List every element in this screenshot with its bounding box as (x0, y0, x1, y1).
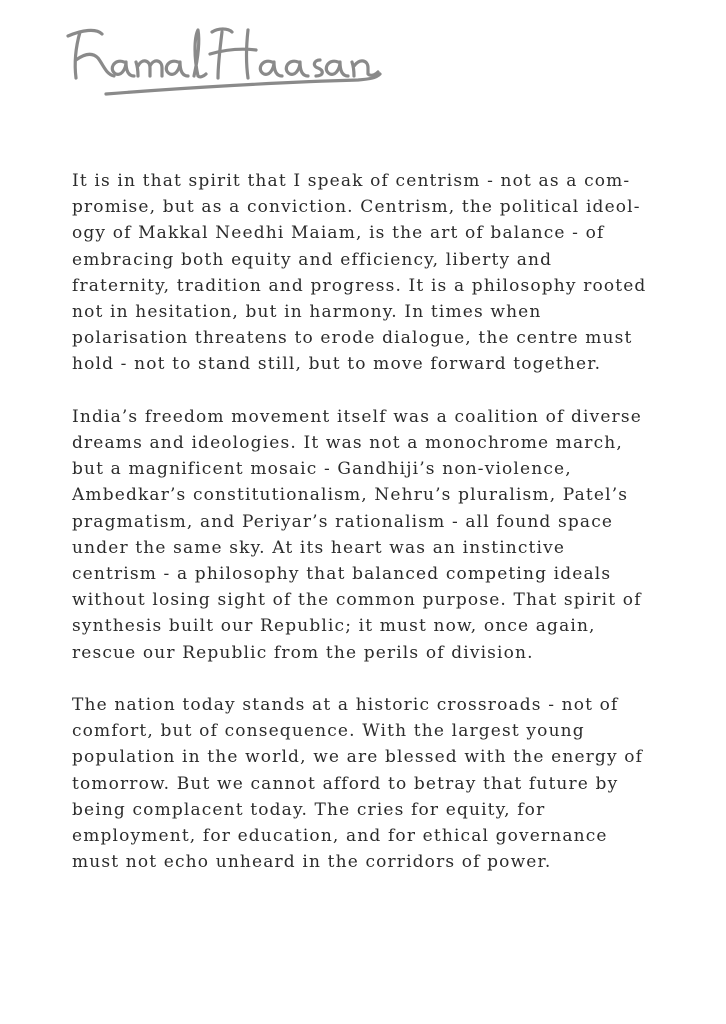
text-line: tomorrow. But we cannot afford to betray that future by (72, 773, 619, 794)
text-line: pragmatism, and Periyar’s rationalism - all found space (72, 511, 614, 532)
text-line: India’s freedom movement itself was a coalition of diverse (72, 406, 642, 427)
text-line: but a magnificent mosaic - Gandhiji’s non-violence, (72, 459, 572, 480)
text-line: polarisation threatens to erode dialogue, the centre must (72, 328, 633, 349)
text-line: fraternity, tradition and progress. It is a philosophy rooted (72, 275, 647, 296)
signature (62, 18, 392, 108)
text-line: without losing sight of the common purpose. That spirit of (72, 590, 642, 611)
text-line: being complacent today. The cries for equity, for (72, 799, 546, 820)
text-line: comfort, but of consequence. With the largest young (72, 721, 585, 742)
text-line: dreams and ideologies. It was not a monochrome march, (72, 433, 623, 454)
text-line: must not echo unheard in the corridors of power. (72, 852, 552, 873)
text-line: rescue our Republic from the perils of division. (72, 642, 534, 663)
text-line: hold - not to stand still, but to move forward together. (72, 354, 602, 375)
text-line: population in the world, we are blessed with the energy of (72, 747, 644, 768)
text-line: Ambedkar’s constitutionalism, Nehru’s pluralism, Patel’s (72, 485, 629, 506)
paragraph (72, 404, 672, 666)
letter-body (72, 168, 672, 902)
text-line: under the same sky. At its heart was an instinctive (72, 537, 566, 558)
signature-image (62, 18, 392, 108)
text-line: The nation today stands at a historic crossroads - not of (72, 695, 619, 716)
text-line: embracing both equity and efficiency, liberty and (72, 249, 553, 270)
text-line: not in hesitation, but in harmony. In times when (72, 302, 542, 323)
text-line: employment, for education, and for ethical governance (72, 826, 608, 847)
text-line: promise, but as a conviction. Centrism, the political ideol- (72, 197, 641, 218)
paragraph (72, 692, 672, 875)
text-line: synthesis built our Republic; it must now, once again, (72, 616, 596, 637)
text-line: ogy of Makkal Needhi Maiam, is the art of balance - of (72, 223, 605, 244)
paragraph (72, 168, 672, 378)
text-line: centrism - a philosophy that balanced competing ideals (72, 564, 612, 585)
text-line: It is in that spirit that I speak of centrism - not as a com- (72, 171, 631, 191)
